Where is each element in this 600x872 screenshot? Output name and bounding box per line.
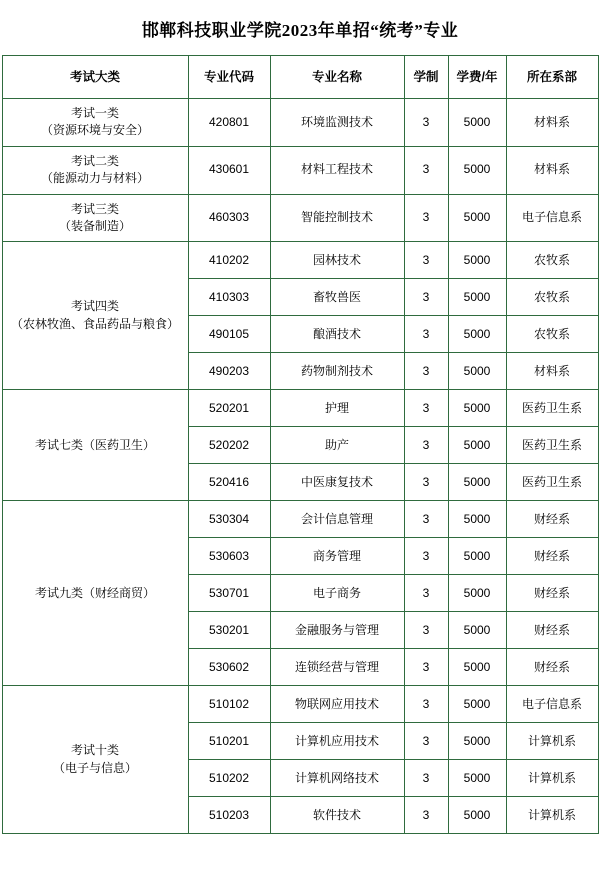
major-name-cell: 护理: [270, 390, 404, 427]
tuition-cell: 5000: [448, 501, 506, 538]
major-name-cell: 园林技术: [270, 242, 404, 279]
department-cell: 农牧系: [506, 279, 598, 316]
major-name-cell: 中医康复技术: [270, 464, 404, 501]
column-header-tuition: 学费/年: [448, 56, 506, 99]
department-cell: 农牧系: [506, 316, 598, 353]
program-length-cell: 3: [404, 686, 448, 723]
program-length-cell: 3: [404, 538, 448, 575]
department-cell: 材料系: [506, 353, 598, 390]
column-header-major-name: 专业名称: [270, 56, 404, 99]
major-code-cell: 520416: [188, 464, 270, 501]
major-code-cell: 530602: [188, 649, 270, 686]
major-code-cell: 490105: [188, 316, 270, 353]
tuition-cell: 5000: [448, 146, 506, 194]
tuition-cell: 5000: [448, 649, 506, 686]
major-code-cell: 510203: [188, 797, 270, 834]
tuition-cell: 5000: [448, 686, 506, 723]
major-code-cell: 490203: [188, 353, 270, 390]
tuition-cell: 5000: [448, 797, 506, 834]
department-cell: 电子信息系: [506, 686, 598, 723]
exam-category-cell: [2, 146, 188, 194]
column-header-category: 考试大类: [2, 56, 188, 99]
tuition-cell: 5000: [448, 723, 506, 760]
column-header-department: 所在系部: [506, 56, 598, 99]
majors-table: [2, 55, 599, 834]
exam-category-cell: [2, 390, 188, 501]
program-length-cell: 3: [404, 427, 448, 464]
table-body: [2, 99, 598, 834]
column-header-major-code: 专业代码: [188, 56, 270, 99]
program-length-cell: 3: [404, 353, 448, 390]
major-name-cell: 酿酒技术: [270, 316, 404, 353]
major-code-cell: 530603: [188, 538, 270, 575]
major-code-cell: 410202: [188, 242, 270, 279]
program-length-cell: 3: [404, 649, 448, 686]
major-code-cell: 530701: [188, 575, 270, 612]
program-length-cell: 3: [404, 612, 448, 649]
program-length-cell: 3: [404, 146, 448, 194]
major-name-cell: 计算机应用技术: [270, 723, 404, 760]
department-cell: 材料系: [506, 99, 598, 147]
table-row: [2, 194, 598, 242]
department-cell: 财经系: [506, 538, 598, 575]
exam-category-cell: [2, 686, 188, 834]
department-cell: 电子信息系: [506, 194, 598, 242]
major-name-cell: 会计信息管理: [270, 501, 404, 538]
program-length-cell: 3: [404, 194, 448, 242]
exam-category-line2: （资源环境与安全）: [40, 123, 149, 138]
exam-category-cell: [2, 501, 188, 686]
exam-category-line1: 考试一类: [70, 106, 119, 120]
major-code-cell: 520201: [188, 390, 270, 427]
tuition-cell: 5000: [448, 242, 506, 279]
department-cell: 医药卫生系: [506, 427, 598, 464]
major-code-cell: 510102: [188, 686, 270, 723]
program-length-cell: 3: [404, 501, 448, 538]
department-cell: 医药卫生系: [506, 390, 598, 427]
major-name-cell: 物联网应用技术: [270, 686, 404, 723]
major-name-cell: 药物制剂技术: [270, 353, 404, 390]
tuition-cell: 5000: [448, 427, 506, 464]
program-length-cell: 3: [404, 723, 448, 760]
program-length-cell: 3: [404, 575, 448, 612]
major-name-cell: 环境监测技术: [270, 99, 404, 147]
tuition-cell: 5000: [448, 760, 506, 797]
major-name-cell: 软件技术: [270, 797, 404, 834]
major-name-cell: 畜牧兽医: [270, 279, 404, 316]
department-cell: 医药卫生系: [506, 464, 598, 501]
major-name-cell: 商务管理: [270, 538, 404, 575]
tuition-cell: 5000: [448, 538, 506, 575]
table-row: [2, 686, 598, 723]
exam-category-line1: 考试九类（财经商贸）: [34, 585, 155, 600]
program-length-cell: 3: [404, 797, 448, 834]
tuition-cell: 5000: [448, 390, 506, 427]
exam-category-cell: [2, 194, 188, 242]
tuition-cell: 5000: [448, 353, 506, 390]
department-cell: 计算机系: [506, 760, 598, 797]
department-cell: 计算机系: [506, 797, 598, 834]
major-code-cell: 530304: [188, 501, 270, 538]
department-cell: 财经系: [506, 575, 598, 612]
program-length-cell: 3: [404, 760, 448, 797]
major-name-cell: 助产: [270, 427, 404, 464]
page-title: 邯郸科技职业学院2023年单招“统考”专业: [141, 21, 459, 40]
table-row: [2, 501, 598, 538]
major-code-cell: 510201: [188, 723, 270, 760]
tuition-cell: 5000: [448, 612, 506, 649]
table-header: [2, 56, 598, 99]
table-header-row: [2, 56, 598, 99]
major-code-cell: 410303: [188, 279, 270, 316]
department-cell: 计算机系: [506, 723, 598, 760]
major-code-cell: 520202: [188, 427, 270, 464]
program-length-cell: 3: [404, 99, 448, 147]
major-name-cell: 计算机网络技术: [270, 760, 404, 797]
major-code-cell: 420801: [188, 99, 270, 147]
major-code-cell: 430601: [188, 146, 270, 194]
program-length-cell: 3: [404, 242, 448, 279]
exam-category-cell: [2, 242, 188, 390]
column-header-program-length: 学制: [404, 56, 448, 99]
tuition-cell: 5000: [448, 99, 506, 147]
exam-category-line1: 考试三类: [70, 201, 119, 216]
major-name-cell: 连锁经营与管理: [270, 649, 404, 686]
program-length-cell: 3: [404, 464, 448, 501]
department-cell: 财经系: [506, 612, 598, 649]
table-row: [2, 99, 598, 147]
program-length-cell: 3: [404, 279, 448, 316]
tuition-cell: 5000: [448, 575, 506, 612]
department-cell: 财经系: [506, 501, 598, 538]
table-row: [2, 242, 598, 279]
tuition-cell: 5000: [448, 279, 506, 316]
tuition-cell: 5000: [448, 316, 506, 353]
major-name-cell: 金融服务与管理: [270, 612, 404, 649]
exam-category-line1: 考试七类（医药卫生）: [34, 437, 155, 452]
department-cell: 材料系: [506, 146, 598, 194]
major-code-cell: 530201: [188, 612, 270, 649]
tuition-cell: 5000: [448, 194, 506, 242]
major-name-cell: 智能控制技术: [270, 194, 404, 242]
program-length-cell: 3: [404, 390, 448, 427]
program-length-cell: 3: [404, 316, 448, 353]
table-row: [2, 390, 598, 427]
table-row: [2, 146, 598, 194]
exam-category-line2: （农林牧渔、食品药品与粮食）: [10, 316, 179, 331]
major-code-cell: 460303: [188, 194, 270, 242]
exam-category-line1: 考试二类: [70, 153, 119, 168]
exam-category-line1: 考试四类: [70, 299, 119, 314]
department-cell: 农牧系: [506, 242, 598, 279]
major-code-cell: 510202: [188, 760, 270, 797]
exam-category-cell: [2, 99, 188, 147]
department-cell: 财经系: [506, 649, 598, 686]
exam-category-line2: （装备制造）: [58, 218, 131, 233]
exam-category-line1: 考试十类: [70, 743, 119, 758]
major-name-cell: 电子商务: [270, 575, 404, 612]
exam-category-line2: （电子与信息）: [52, 760, 137, 775]
exam-category-line2: （能源动力与材料）: [40, 171, 149, 186]
major-name-cell: 材料工程技术: [270, 146, 404, 194]
tuition-cell: 5000: [448, 464, 506, 501]
